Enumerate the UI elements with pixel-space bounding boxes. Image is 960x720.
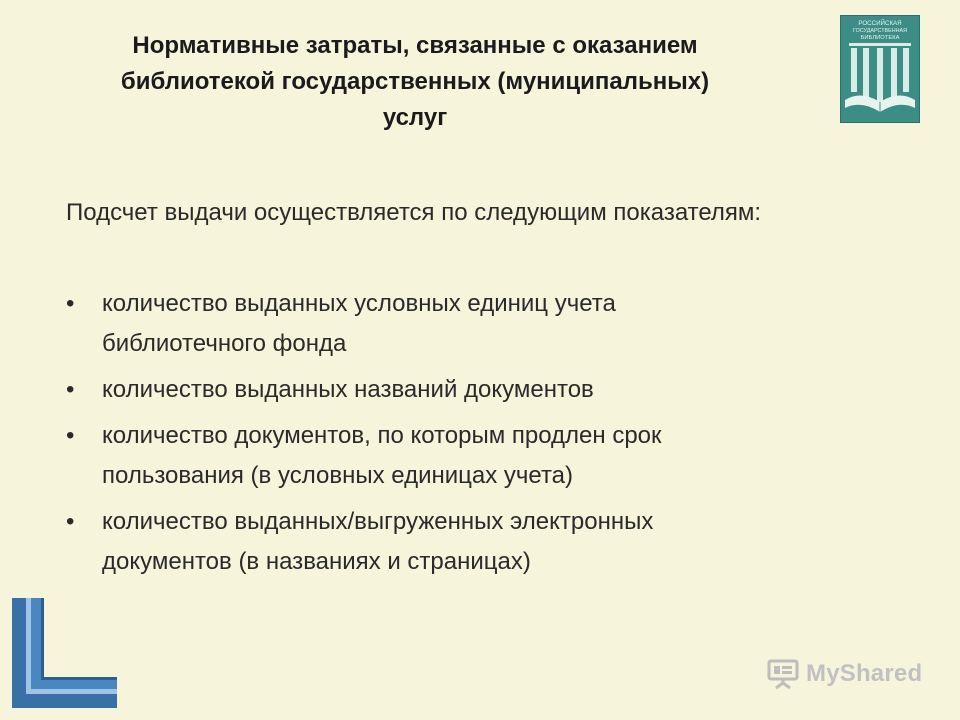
list-item-line-1: количество выданных названий документов: [102, 376, 594, 403]
bullet-icon: •: [66, 422, 75, 449]
list-item-line-1: количество выданных условных единиц учета: [102, 290, 616, 317]
intro-text: Подсчет выдачи осуществляется по следующим показателям:: [66, 199, 762, 226]
logo-text-line-2: ГОСУДАРСТВЕННАЯ: [853, 28, 907, 34]
slide-title-line-1: Нормативные затраты, связанные с оказанием: [132, 32, 698, 59]
list-item-line-2: пользования (в условных единицах учета): [102, 462, 574, 489]
logo-text-line-3: БИБЛИОТЕКА: [860, 35, 900, 41]
slide-title-line-3: услуг: [382, 104, 448, 131]
list-item: [66, 370, 866, 410]
list-item-line-1: количество документов, по которым продлен срок: [102, 422, 662, 449]
bullet-icon: •: [66, 376, 75, 403]
rgb-library-logo: [840, 15, 920, 123]
list-item-line-1: количество выданных/выгруженных электронных: [102, 508, 654, 535]
list-item-line-2: библиотечного фонда: [102, 330, 347, 357]
bullet-icon: •: [66, 508, 75, 535]
slide-title: [40, 28, 790, 136]
corner-decoration: [12, 598, 117, 708]
bullet-icon: •: [66, 290, 75, 317]
list-item: [66, 416, 866, 496]
list-item-line-2: документов (в названиях и страницах): [102, 548, 531, 575]
list-item: [66, 502, 866, 582]
presentation-board-icon: [766, 658, 800, 690]
indicator-list: [66, 284, 866, 588]
library-building-icon: [841, 16, 919, 122]
list-item: [66, 284, 866, 364]
myshared-watermark: [766, 656, 922, 692]
logo-text-line-1: РОССИЙСКАЯ: [858, 20, 902, 27]
slide-title-line-2: библиотекой государственных (муниципальных): [120, 68, 710, 95]
watermark-text: MyShared: [806, 660, 923, 687]
